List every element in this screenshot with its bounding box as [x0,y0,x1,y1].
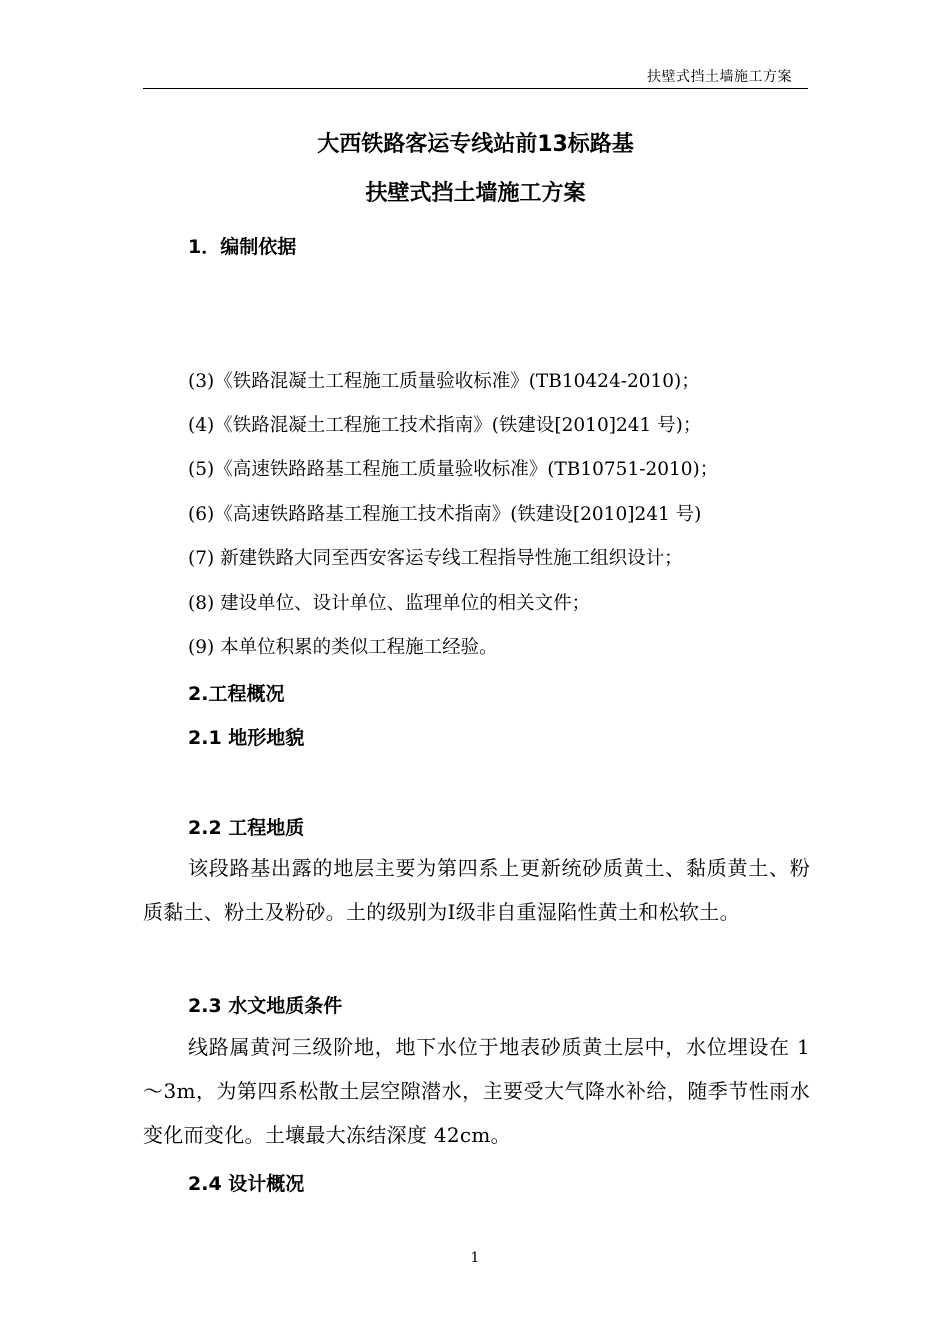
reference-item: (7) 新建铁路大同至西安客运专线工程指导性施工组织设计； [188,548,683,569]
reference-item: (6)《高速铁路路基工程施工技术指南》(铁建设[2010]241 号) [188,504,702,525]
section-heading-1: 1．编制依据 [188,236,297,258]
reference-item: (4)《铁路混凝土工程施工技术指南》(铁建设[2010]241 号)； [188,415,702,436]
document-title-line-1: 大西铁路客运专线站前13标路基 [317,132,634,157]
reference-item: (5)《高速铁路路基工程施工质量验收标准》(TB10751-2010)； [188,459,719,480]
reference-item: (3)《铁路混凝土工程施工质量验收标准》(TB10424-2010)； [188,371,700,392]
reference-item: (9) 本单位积累的类似工程施工经验。 [188,637,498,658]
header-rule [143,88,808,89]
section-2-2-paragraph: 该段路基出露的地层主要为第四系上更新统砂质黄土、黏质黄土、粉质黏土、粉土及粉砂。土的级别为Ⅰ级非自重湿陷性黄土和松软土。 [143,856,810,924]
section-heading-2: 2.工程概况 [188,683,285,705]
running-header: 扶壁式挡土墙施工方案 [647,69,792,85]
section-heading-2-1: 2.1 地形地貌 [188,727,305,749]
section-heading-2-2: 2.2 工程地质 [188,817,305,839]
document-title-line-2: 扶壁式挡土墙施工方案 [365,181,586,206]
section-2-3-paragraph: 线路属黄河三级阶地，地下水位于地表砂质黄土层中，水位埋设在 1～3m，为第四系松散土层空隙潜水，主要受大气降水补给，随季节性雨水变化而变化。土壤最大冻结深度 42cm。 [143,1035,810,1147]
section-heading-2-3: 2.3 水文地质条件 [188,995,343,1017]
section-heading-2-4: 2.4 设计概况 [188,1173,305,1195]
page-number: 1 [470,1250,480,1266]
reference-item: (8) 建设单位、设计单位、监理单位的相关文件； [188,593,591,614]
